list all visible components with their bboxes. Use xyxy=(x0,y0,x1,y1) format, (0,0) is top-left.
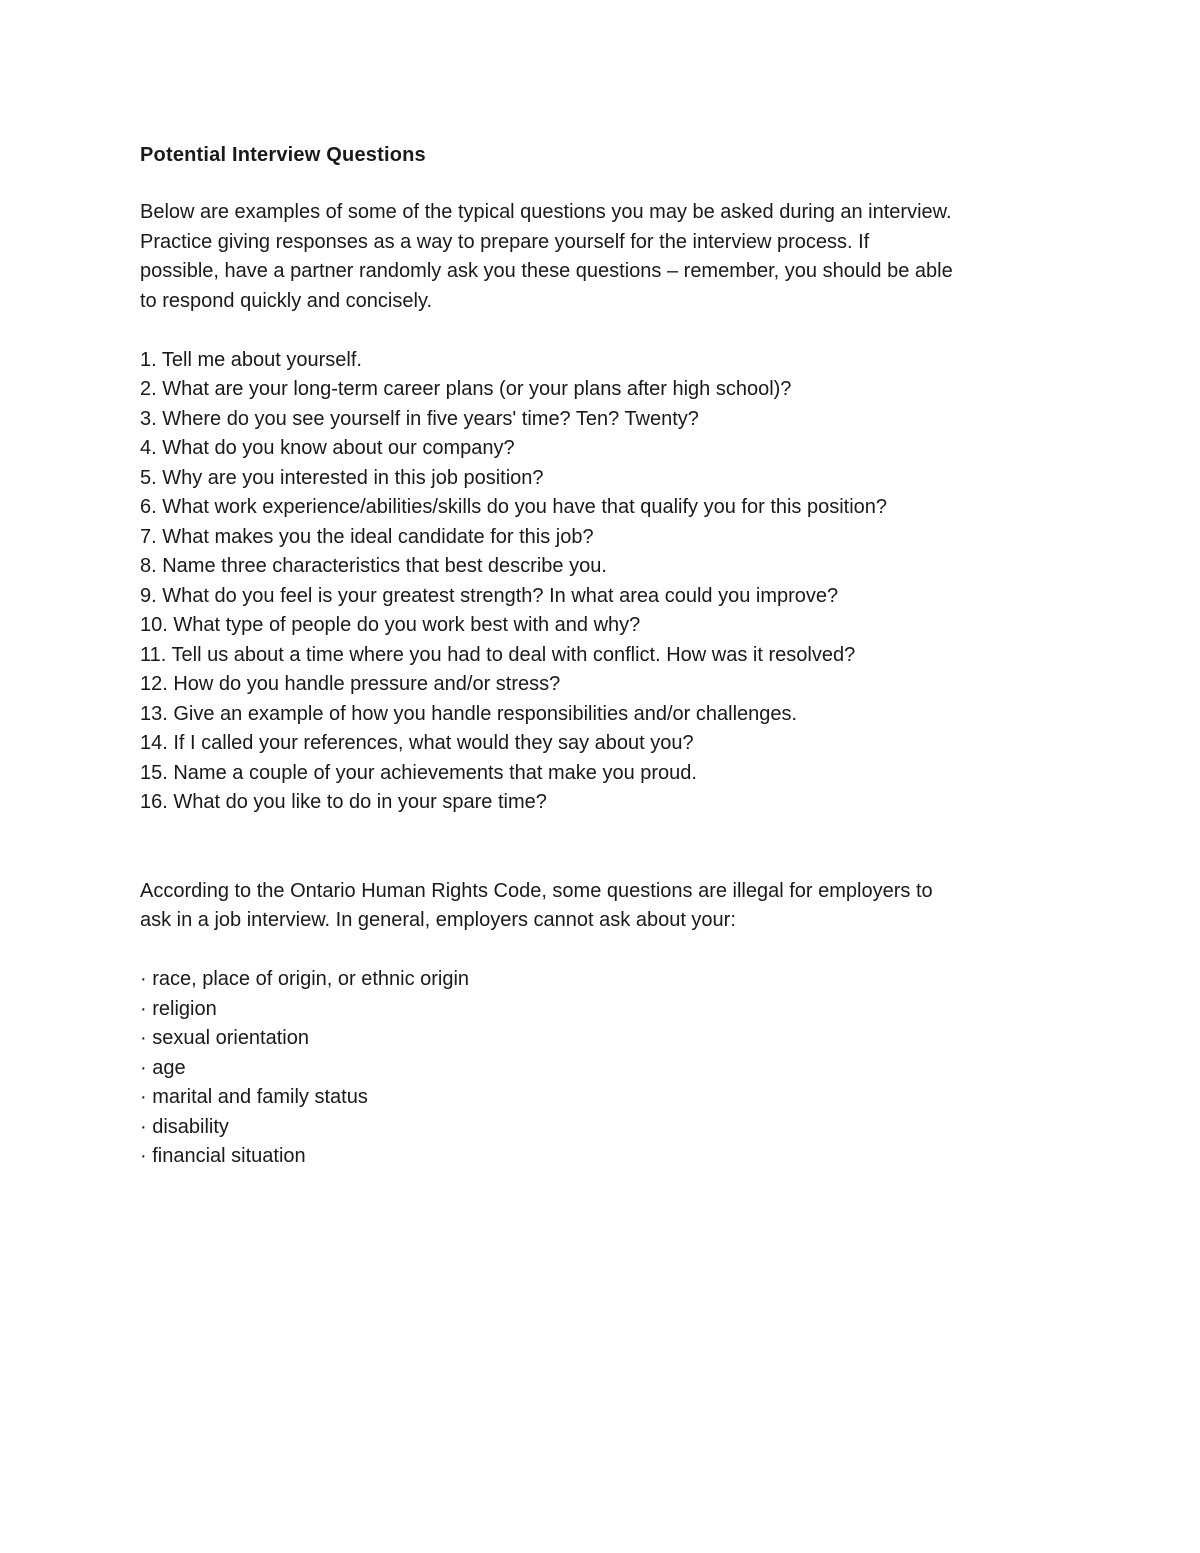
question-item: 16. What do you like to do in your spare time? xyxy=(140,791,547,813)
question-item: 6. What work experience/abilities/skills do you have that qualify you for this position? xyxy=(140,496,888,518)
prohibited-topic-item: · marital and family status xyxy=(140,1086,368,1108)
rights-line: ask in a job interview. In general, employers cannot ask about your: xyxy=(140,909,736,931)
question-item: 15. Name a couple of your achievements that make you proud. xyxy=(140,761,697,784)
document-title: Potential Interview Questions xyxy=(140,144,426,166)
document-page xyxy=(140,140,1040,1172)
question-item: 2. What are your long-term career plans (or your plans after high school)? xyxy=(140,378,792,400)
prohibited-topic-item: · religion xyxy=(140,997,217,1020)
prohibited-topic-item: · race, place of origin, or ethnic origin xyxy=(140,968,470,990)
question-item: 1. Tell me about yourself. xyxy=(140,348,362,371)
intro-line: to respond quickly and concisely. xyxy=(140,289,433,312)
intro-line: possible, have a partner randomly ask you these questions – remember, you should be able xyxy=(140,260,953,282)
question-item: 12. How do you handle pressure and/or stress? xyxy=(140,673,561,695)
question-item: 10. What type of people do you work best with and why? xyxy=(140,614,641,636)
question-item: 8. Name three characteristics that best describe you. xyxy=(140,555,607,577)
question-item: 13. Give an example of how you handle responsibilities and/or challenges. xyxy=(140,702,798,725)
question-item: 7. What makes you the ideal candidate for this job? xyxy=(140,525,594,548)
question-item: 14. If I called your references, what would they say about you? xyxy=(140,732,694,754)
question-item: 3. Where do you see yourself in five years' time? Ten? Twenty? xyxy=(140,407,699,430)
intro-paragraph xyxy=(140,198,1040,316)
prohibited-topic-item: · disability xyxy=(140,1115,229,1138)
question-item: 9. What do you feel is your greatest strength? In what area could you improve? xyxy=(140,584,839,607)
question-item: 11. Tell us about a time where you had to deal with conflict. How was it resolved? xyxy=(140,643,856,666)
rights-line: According to the Ontario Human Rights Code, some questions are illegal for employers to xyxy=(140,879,933,902)
questions-list xyxy=(140,346,1040,818)
rights-paragraph xyxy=(140,877,1040,936)
question-item: 5. Why are you interested in this job position? xyxy=(140,466,544,489)
prohibited-topics-list xyxy=(140,965,1040,1172)
question-item: 4. What do you know about our company? xyxy=(140,437,515,459)
intro-line: Below are examples of some of the typical questions you may be asked during an interview. xyxy=(140,201,952,223)
prohibited-topic-item: · age xyxy=(140,1056,186,1079)
prohibited-topic-item: · financial situation xyxy=(140,1145,306,1167)
intro-line: Practice giving responses as a way to prepare yourself for the interview process. If xyxy=(140,230,870,253)
prohibited-topic-item: · sexual orientation xyxy=(140,1027,309,1049)
